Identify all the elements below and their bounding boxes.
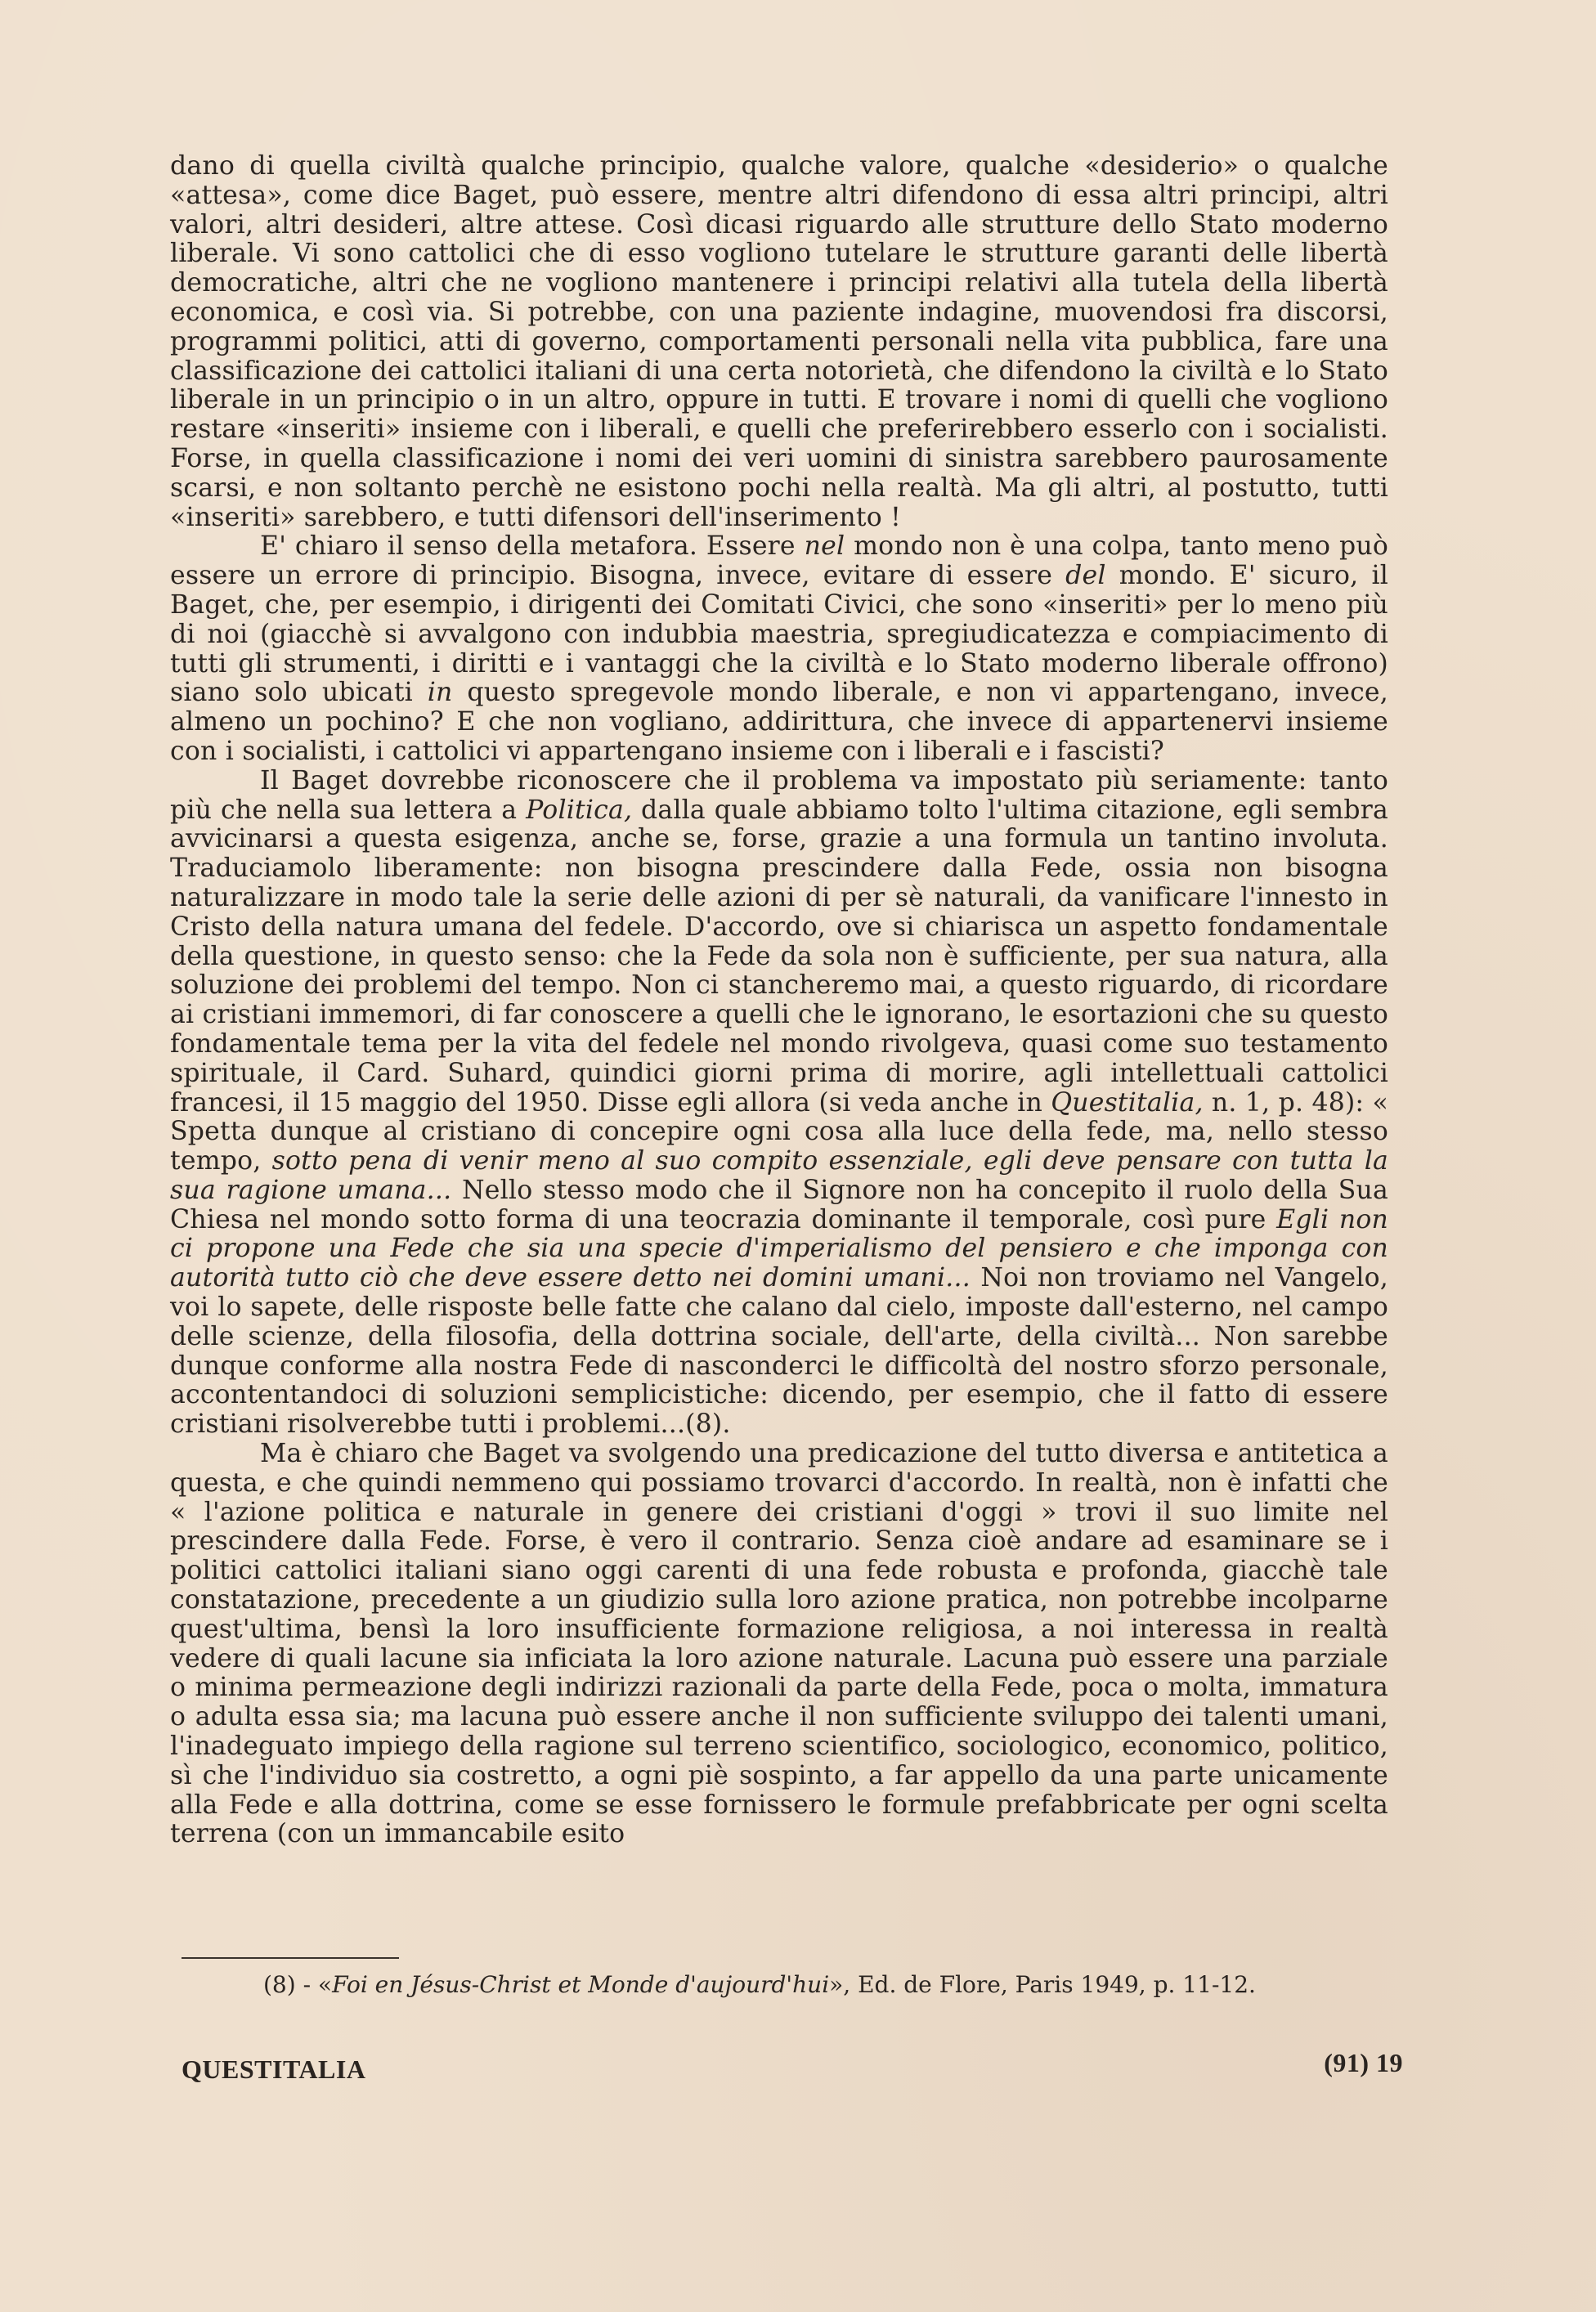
page-number: (91) 19 <box>1324 2048 1403 2077</box>
journal-name: QUESTITALIA <box>182 2054 366 2084</box>
footnote <box>263 1970 1408 2000</box>
text-segment: n. 1, p. 48): « Spetta dunque al cristiano di concepire ogni cosa alla luce della fede, ma, nello stesso tempo, <box>170 1087 1388 1176</box>
footnote-marker: (8) - « <box>263 1971 333 1998</box>
italic-segment: Egli non ci propone una Fede che sia una specie d'imperialismo del pensiero e che imponga con autorità tutto ciò che deve essere detto nei domini umani... <box>170 1204 1388 1293</box>
italic-segment: nel <box>804 531 845 562</box>
text-segment: mondo non è una colpa, tanto meno può essere un errore di principio. Bisogna, invece, evitare di essere <box>170 531 1388 591</box>
paragraph <box>170 767 1388 1440</box>
text-segment: dalla quale abbiamo tolto l'ultima citazione, egli sembra avvicinarsi a questa esigenza, anche se, forse, grazie a una formula un tantino involuta. Traduciamolo liberamente: non bisogna prescindere dalla Fede, ossia non bisogna naturalizzare in modo tale la serie delle azioni di per sè naturali, da vanificare l'innesto in Cristo della natura umana del fedele. D'accordo, ove si chiarisca un aspetto fondamentale della questione, in questo senso: che la Fede da sola non è sufficiente, per sua natura, alla soluzione dei problemi del tempo. Non ci stancheremo mai, a questo riguardo, di ricordare ai cristiani immemori, di far conoscere a quelli che le ignorano, le esortazioni che su questo fondamentale tema per la vita del fedele nel mondo rivolgeva, quasi come suo testamento spirituale, il Card. Suhard, quindici giorni prima di morire, agli intellettuali cattolici francesi, il 15 maggio del 1950. Disse egli allora (si veda anche in <box>170 795 1388 1118</box>
italic-segment: in <box>427 678 453 708</box>
text-segment: Il Baget dovrebbe riconoscere che il problema va impostato più seriamente: tanto più che nella sua lettera a <box>170 765 1388 825</box>
text-segment: Noi non troviamo nel Vangelo, voi lo sapete, delle risposte belle fatte che calano dal cielo, imposte dall'esterno, nel campo delle scienze, della filosofia, della dottrina sociale, dell'arte, della civiltà... Non sarebbe dunque conforme alla nostra Fede di nasconderci le difficoltà del nostro sforzo personale, accontentandoci di soluzioni semplicistiche: dicendo, per esempio, che il fatto di essere cristiani risolverebbe tutti i problemi...(8). <box>170 1263 1389 1440</box>
text-segment: mondo. E' sicuro, il Baget, che, per esempio, i dirigenti dei Comitati Civici, che sono «inseriti» per lo meno più di noi (giacchè si avvalgono con indubbia maestria, spregiudicatezza e compiacimento di tutti gli strumenti, i diritti e i vantaggi che la civiltà e lo Stato moderno liberale offrono) siano solo ubicati <box>170 561 1388 708</box>
paragraph <box>170 532 1388 766</box>
text-segment: questo spregevole mondo liberale, e non vi appartengano, invece, almeno un pochino? E che non vogliano, addirittura, che invece di appartenervi insieme con i socialisti, i cattolici vi appartengano insieme con i liberali e i fascisti? <box>170 678 1388 766</box>
italic-segment: Questitalia, <box>1051 1087 1204 1118</box>
footnote-rest: », Ed. de Flore, Paris 1949, p. 11-12. <box>829 1971 1256 1998</box>
italic-segment: del <box>1065 561 1106 591</box>
text-segment: E' chiaro il senso della metafora. Essere <box>260 531 805 562</box>
text-segment: Ma è chiaro che Baget va svolgendo una predicazione del tutto diversa e antitetica a questa, e che quindi nemmeno qui possiamo trovarci d'accordo. In realtà, non è infatti che « l'azione politica e naturale in genere dei cristiani d'oggi » trovi il suo limite nel prescindere dalla Fede. Forse, è vero il contrario. Senza cioè andare ad esaminare se i politici cattolici italiani siano oggi carenti di una fede robusta e profonda, giacchè tale constatazione, precedente a un giudizio sulla loro azione pratica, non potrebbe incolparne quest'ultima, bensì la loro insufficiente formazione religiosa, a noi interessa in realtà vedere di quali lacune sia inficiata la loro azione naturale. Lacuna può essere una parziale o minima permeazione degli indirizzi razionali da parte della Fede, poca o molta, immatura o adulta essa sia; ma lacuna può essere anche il non sufficiente sviluppo dei talenti umani, l'inadeguato impiego della ragione sul terreno scientifico, sociologico, economico, politico, sì che l'individuo sia costretto, a ogni piè sospinto, a far appello da una parte unicamente alla Fede e alla dottrina, come se esse fornissero le formule prefabbricate per ogni scelta terrena (con un immancabile esito <box>170 1439 1388 1849</box>
italic-segment: sotto pena di venir meno al suo compito essenziale, egli deve pensare con tutta la sua ragione umana... <box>170 1146 1388 1205</box>
paragraph <box>170 1440 1388 1849</box>
footnote-divider <box>182 1957 399 1959</box>
body-text <box>170 152 1388 1849</box>
italic-segment: Politica, <box>526 795 633 825</box>
paragraph <box>170 152 1388 532</box>
text-segment: Nello stesso modo che il Signore non ha concepito il ruolo della Sua Chiesa nel mondo sotto forma di una teocrazia dominante il temporale, così pure <box>170 1175 1388 1234</box>
footnote-title: Foi en Jésus-Christ et Monde d'aujourd'hui <box>332 1971 830 1998</box>
text-segment: dano di quella civiltà qualche principio, qualche valore, qualche «desiderio» o qualche «attesa», come dice Baget, può essere, mentre altri difendono di essa altri principi, altri valori, altri desideri, altre attese. Così dicasi riguardo alle strutture dello Stato moderno liberale. Vi sono cattolici che di esso vogliono tutelare le strutture garanti delle libertà democratiche, altri che ne vogliono mantenere i principi relativi alla tutela della libertà economica, e così via. Si potrebbe, con una paziente indagine, muovendosi fra discorsi, programmi politici, atti di governo, comportamenti personali nella vita pubblica, fare una classificazione dei cattolici italiani di una certa notorietà, che difendono la civiltà e lo Stato liberale in un principio o in un altro, oppure in tutti. E trovare i nomi di quelli che vogliono restare «inseriti» insieme con i liberali, e quelli che preferirebbero esserlo con i socialisti. Forse, in quella classificazione i nomi dei veri uomini di sinistra sarebbero paurosamente scarsi, e non soltanto perchè ne esistono pochi nella realtà. Ma gli altri, al postutto, tutti «inseriti» sarebbero, e tutti difensori dell'inserimento ! <box>170 151 1388 532</box>
